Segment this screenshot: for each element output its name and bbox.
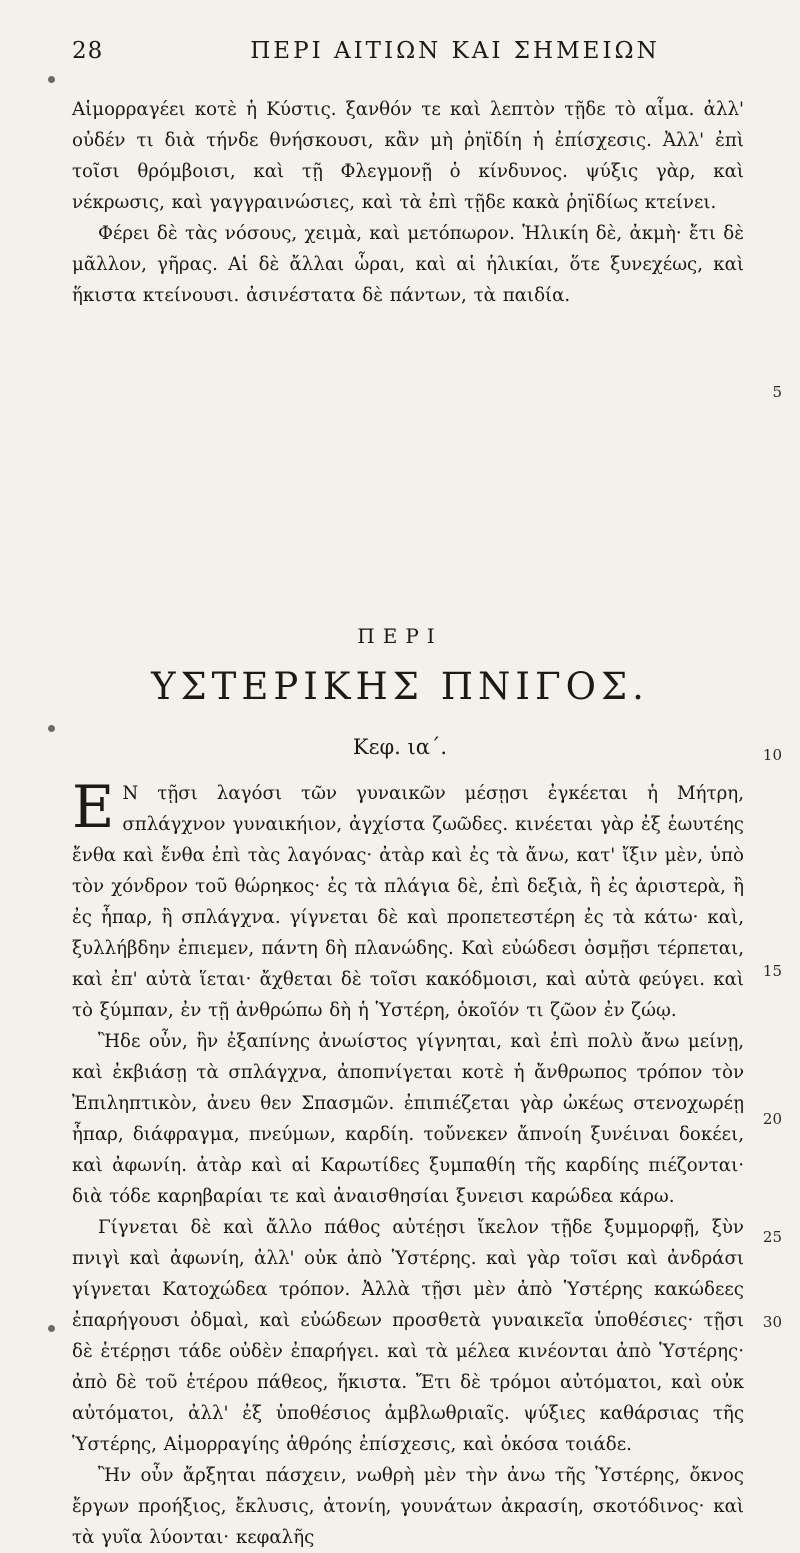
section-peri: ΠΕΡΙ	[357, 624, 443, 648]
paragraph-text: Ν τῇσι λαγόσι τῶν γυναικῶν μέσῃσι ἐγκέεται ἡ Μήτρη, σπλάγχνον γυναικήιον, ἀγχίστα ζωῶδες. κινέεται γὰρ ἐξ ἑωυτέης ἔνθα καὶ ἔνθα ἐπὶ τὰς λαγόνας· ἀτὰρ καὶ ἐς τὰ ἄνω, κατ' ἴξιν μὲν, ὑπὸ τὸν χόνδρον τοῦ θώρηκος· ἐς τὰ πλάγια δὲ, ἐπὶ δεξιὰ, ἢ ἐς ἀριστερὰ, ἢ ἐς ἧπαρ, ἢ σπλάγχνα. γίγνεται δὲ καὶ προπετεστέρη ἐς τὰ κάτω· καὶ, ξυλλήβδην ἐπιεμεν, πάντη δὴ πλανώδης. Καὶ εὐώδεσι ὀσμῇσι τέρπεται, καὶ ἐπ' αὐτὰ ἵεται· ἄχθεται δὲ τοῖσι κακόδμοισι, καὶ αὐτὰ φεύγει. καὶ τὸ ξύμπαν, ἐν τῇ ἀνθρώπω δὴ ἡ Ὑστέρη, ὁκοῖόν τι ζῶον ἐν ζώῳ.	[72, 783, 744, 1021]
line-number: 15	[762, 962, 782, 980]
page-number: 28	[72, 38, 104, 64]
text-block-top	[72, 94, 744, 594]
page-header	[40, 38, 760, 78]
margin-dot	[48, 1325, 55, 1332]
paragraph	[72, 773, 744, 1026]
line-number: 5	[772, 383, 782, 401]
margin-dot	[48, 725, 55, 732]
line-number: 20	[762, 1110, 782, 1128]
running-head: ΠΕΡΙ ΑΙΤΙΩΝ ΚΑΙ ΣΗΜΕΙΩΝ	[250, 38, 660, 64]
paragraph: Ἢν οὖν ἄρξηται πάσχειν, νωθρὴ μὲν τὴν ἀνω τῆς Ὑστέρης, ὄκνος ἔργων προήξιος, ἔκλυσις, ἀτονίη, γουνάτων ἀκρασίη, σκοτόδινος· καὶ τὰ γυῖα λύονται· κεφαλῆς	[72, 1465, 744, 1548]
chapter-label: Κεφ. ια΄.	[352, 735, 448, 759]
paragraph: Αἱμορραγέει κοτὲ ἡ Κύστις. ξανθόν τε καὶ λεπτὸν τῇδε τὸ αἷμα. ἀλλ' οὐδέν τι διὰ τήνδε θνήσκουσι, κἂν μὴ ῥηϊδίη ἡ ἐπίσχεσις. Ἀλλ' ἐπὶ τοῖσι θρόμβοισι, καὶ τῇ Φλεγμονῇ ὁ κίνδυνος. ψύξις γὰρ, καὶ νέκρωσις, καὶ γαγγραινώσιες, καὶ τὰ ἐπὶ τῇδε κακὰ ῥηϊδίως κτείνει.	[72, 99, 744, 213]
paragraph: Γίγνεται δὲ καὶ ἄλλο πάθος αὐτέῃσι ἴκελον τῇδε ξυμμορφῇ, ξὺν πνιγὶ καὶ ἀφωνίη, ἀλλ' οὐκ ἀπὸ Ὑστέρης. καὶ γὰρ τοῖσι καὶ ἀνδράσι γίγνεται Κατοχώδεα τρόπον. Ἀλλὰ τῇσι μὲν ἀπὸ Ὑστέρης κακώδεες ἐπαρήγουσι ὀδμαὶ, καὶ εὐώδεων προσθετὰ γυναικεῖα ὑποθέσιες· τῇσι δὲ ἑτέρῃσι τάδε οὐδὲν ἐπαρήγει. καὶ τὰ μέλεα κινέονται ἀπὸ Ὑστέρης· ἀπὸ δὲ τοῦ ἑτέρου πάθεος, ἥκιστα. Ἔτι δὲ τρόμοι αὐτόματοι, καὶ οὐκ αὐτόματοι, ἀλλ' ἐξ ὑποθέσιος ἀμβλωθριαῖς. ψύξιες καθάρσιας τῆς Ὑστέρης, Αἱμορραγίης ἀθρόης ἐπίσχεσις, καὶ ὁκόσα τοιάδε.	[72, 1217, 744, 1455]
text-block-main	[72, 773, 744, 1548]
paragraph: Ἢδε οὖν, ἣν ἐξαπίνης ἀνωίστος γίγνηται, καὶ ἐπὶ πολὺ ἄνω μείνῃ, καὶ ἐκβιάσῃ τὰ σπλάγχνα, ἀποπνίγεται κοτὲ ἡ ἄνθρωπος τρόπον τὸν Ἐπιληπτικὸν, ἀνευ θεν Σπασμῶν. ἐπιπιέζεται γὰρ ὠκέως στενοχωρέῃ ἧπαρ, διάφραγμα, πνεύμων, καρδίη. τοὔνεκεν ἄπνοίη ξυνέιναι δοκέει, καὶ ἀφωνίη. ἀτὰρ καὶ αἱ Καρωτίδες ξυμπαθίη τῆς καρδίης πιέζονται· διὰ τόδε καρηβαρίαι τε καὶ ἀναισθησίαι ξυνεισι καρώδεα κάρω.	[72, 1031, 744, 1207]
line-number: 25	[762, 1228, 782, 1246]
line-number: 10	[762, 746, 782, 764]
drop-cap: Ε	[72, 773, 115, 841]
section-title: ΥΣΤΕΡΙΚΗΣ ΠΝΙΓΟΣ.	[151, 665, 649, 708]
line-number: 30	[762, 1313, 782, 1331]
paragraph: Φέρει δὲ τὰς νόσους, χειμὰ, καὶ μετόπωρον. Ἡλικίη δὲ, ἀκμὴ· ἔτι δὲ μᾶλλον, γῆρας. Αἱ δὲ ἄλλαι ὧραι, καὶ αἱ ἡλικίαι, ὅτε ξυνεχέως, καὶ ἥκιστα κτείνουσι. ἀσινέστατα δὲ πάντων, τὰ παιδία.	[72, 223, 744, 306]
